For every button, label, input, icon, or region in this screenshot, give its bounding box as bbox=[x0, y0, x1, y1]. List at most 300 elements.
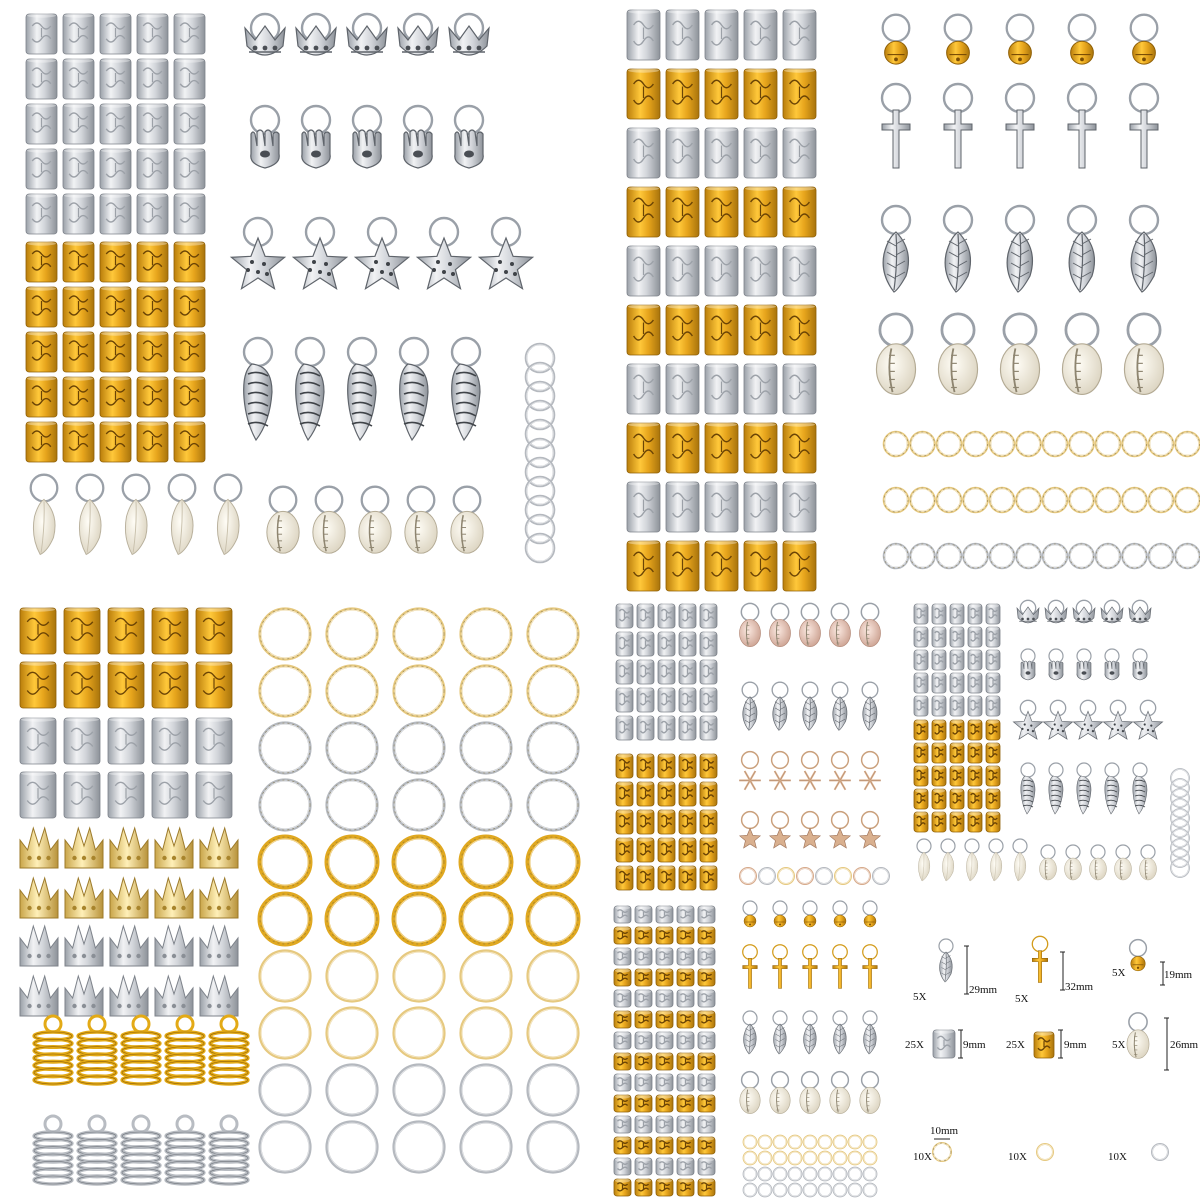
cross-charm bbox=[1068, 84, 1096, 168]
gold-cuff-bead bbox=[705, 540, 738, 591]
pale-jump-ring bbox=[804, 1152, 817, 1165]
silver-cuff-bead bbox=[614, 1073, 631, 1091]
silver-cuff-bead bbox=[968, 672, 982, 693]
quantity-label: 10X bbox=[1008, 1151, 1027, 1163]
shell-charm bbox=[1124, 314, 1163, 395]
silver-cuff-bead bbox=[700, 603, 717, 628]
silver-cuff-bead bbox=[637, 715, 654, 740]
silver-cuff-bead bbox=[196, 717, 232, 764]
gold-cuff-bead bbox=[666, 540, 699, 591]
silver-jump-ring bbox=[1070, 544, 1094, 568]
dimension-label: 9mm bbox=[1064, 1039, 1087, 1051]
silver-jump-ring bbox=[849, 1168, 862, 1181]
silver-cuff-bead bbox=[932, 603, 946, 624]
silver-cuff-bead bbox=[698, 989, 715, 1007]
silver-jump-ring bbox=[1171, 849, 1189, 867]
dimension-label: 32mm bbox=[1065, 981, 1094, 993]
featherleaf-charm bbox=[31, 475, 58, 555]
silver-cuff-bead bbox=[986, 649, 1000, 670]
snowflake-charm bbox=[859, 752, 881, 790]
silver-cuff-bead bbox=[635, 1115, 652, 1133]
cross-charm bbox=[1032, 936, 1047, 982]
silver-cuff-bead bbox=[137, 103, 168, 144]
gold-cuff-bead bbox=[637, 865, 654, 890]
gold-cuff-bead bbox=[744, 422, 777, 473]
gold-spiral-coil bbox=[166, 1016, 204, 1084]
gold-cuff-bead bbox=[196, 661, 232, 708]
crown-charm bbox=[1073, 600, 1095, 623]
pale-jump-ring bbox=[759, 1136, 772, 1149]
featherleaf-charm bbox=[169, 475, 196, 555]
silver-cuff-bead bbox=[616, 631, 633, 656]
silver-cuff-bead bbox=[950, 649, 964, 670]
silver-jump-ring bbox=[816, 868, 832, 884]
gold-cuff-bead bbox=[100, 286, 131, 327]
silver-cuff-bead bbox=[744, 127, 777, 178]
dimension-label: 29mm bbox=[969, 984, 998, 996]
gold-spiral-coil bbox=[210, 1016, 248, 1084]
gold-cuff-bead bbox=[635, 968, 652, 986]
silver-crown-cuff bbox=[200, 976, 238, 1016]
gold-cuff-bead bbox=[658, 837, 675, 862]
pale-jump-ring bbox=[461, 609, 511, 659]
leaf-charm bbox=[1068, 206, 1096, 292]
silver-cuff-bead bbox=[914, 695, 928, 716]
gold-cuff-bead bbox=[679, 865, 696, 890]
gold-cuff-bead bbox=[783, 304, 816, 355]
bell-charm bbox=[1069, 15, 1096, 64]
gold-cuff-bead bbox=[914, 765, 928, 786]
silver-cuff-bead bbox=[108, 717, 144, 764]
pale-jump-ring bbox=[759, 1152, 772, 1165]
silver-jump-ring bbox=[1043, 544, 1067, 568]
silver-crown-cuff bbox=[65, 976, 103, 1016]
pale-jump-ring bbox=[834, 1136, 847, 1149]
pale-jump-ring bbox=[461, 666, 511, 716]
gold-cuff-bead bbox=[666, 68, 699, 119]
silver-jump-ring bbox=[849, 1184, 862, 1197]
pale-jump-ring bbox=[774, 1152, 787, 1165]
gold-cuff-bead bbox=[677, 1094, 694, 1112]
gold-cuff-bead bbox=[174, 331, 205, 372]
crown-charm bbox=[1101, 600, 1123, 623]
gold-cuff-bead bbox=[783, 68, 816, 119]
gold-cuff-bead bbox=[783, 186, 816, 237]
pale-gold-crown-cuff bbox=[200, 878, 238, 918]
pale-jump-ring bbox=[327, 609, 377, 659]
bell-charm bbox=[833, 901, 847, 927]
silver-jump-ring bbox=[260, 723, 310, 773]
pale-jump-ring bbox=[1149, 432, 1173, 456]
silver-cuff-bead bbox=[950, 603, 964, 624]
star-charm bbox=[293, 218, 346, 289]
gold-cuff-bead bbox=[744, 186, 777, 237]
gold-cuff-bead bbox=[635, 1178, 652, 1196]
silver-cuff-bead bbox=[744, 245, 777, 296]
wing-charm bbox=[452, 338, 480, 440]
silver-cuff-bead bbox=[108, 771, 144, 818]
gold-cuff-bead bbox=[1034, 1031, 1054, 1058]
gold-cuff-bead bbox=[677, 968, 694, 986]
silver-cuff-bead bbox=[64, 717, 100, 764]
shell-charm bbox=[405, 487, 437, 554]
gold-cuff-bead bbox=[616, 753, 633, 778]
silver-cuff-bead bbox=[698, 947, 715, 965]
silver-cuff-bead bbox=[700, 659, 717, 684]
silver-jump-ring bbox=[1171, 829, 1189, 847]
gold-cuff-bead bbox=[614, 968, 631, 986]
silver-jump-ring bbox=[864, 1184, 877, 1197]
silver-cuff-bead bbox=[950, 695, 964, 716]
hamsa-charm bbox=[1105, 649, 1119, 680]
gold-cuff-bead bbox=[698, 1052, 715, 1070]
gold-cuff-bead bbox=[614, 1010, 631, 1028]
gold-cuff-bead bbox=[914, 742, 928, 763]
shell-charm bbox=[313, 487, 345, 554]
gold-cuff-bead bbox=[616, 837, 633, 862]
silver-jump-ring bbox=[774, 1168, 787, 1181]
silver-cuff-bead bbox=[658, 603, 675, 628]
silver-cuff-bead bbox=[635, 1073, 652, 1091]
silver-jump-ring bbox=[260, 1065, 310, 1115]
wing-charm bbox=[244, 338, 272, 440]
silver-jump-ring bbox=[528, 1122, 578, 1172]
pale-gold-crown-cuff bbox=[20, 878, 58, 918]
hamsa-charm bbox=[1133, 649, 1147, 680]
gold-cuff-bead bbox=[63, 331, 94, 372]
gold-cuff-bead bbox=[656, 1094, 673, 1112]
shell-charm bbox=[830, 1072, 850, 1114]
dimension-bracket bbox=[1164, 1018, 1169, 1070]
shell-charm bbox=[359, 487, 391, 554]
pale-jump-ring bbox=[774, 1136, 787, 1149]
silver-cuff-bead bbox=[744, 481, 777, 532]
silver-cuff-bead bbox=[658, 687, 675, 712]
rose-jump-ring bbox=[740, 868, 756, 884]
pale-jump-ring bbox=[778, 868, 794, 884]
leaf-charm bbox=[832, 682, 848, 730]
quantity-label: 5X bbox=[1015, 993, 1029, 1005]
silver-cuff-bead bbox=[616, 687, 633, 712]
pale-jump-ring bbox=[789, 1152, 802, 1165]
rosestar-charm bbox=[830, 812, 851, 848]
silver-jump-ring bbox=[461, 723, 511, 773]
bell-charm bbox=[1131, 15, 1158, 64]
gold-cuff-bead bbox=[637, 753, 654, 778]
silver-jump-ring bbox=[1171, 799, 1189, 817]
gold-cuff-bead bbox=[783, 540, 816, 591]
silver-cuff-bead bbox=[932, 695, 946, 716]
star-charm bbox=[1133, 700, 1162, 739]
gold-jump-ring bbox=[528, 894, 578, 944]
pale-jump-ring bbox=[789, 1136, 802, 1149]
silver-cuff-bead bbox=[950, 626, 964, 647]
silver-cuff-bead bbox=[914, 603, 928, 624]
pale-gold-crown-cuff bbox=[155, 828, 193, 868]
gold-cuff-bead bbox=[616, 781, 633, 806]
cross-charm bbox=[773, 945, 788, 989]
pale-jump-ring bbox=[394, 666, 444, 716]
silver-cuff-bead bbox=[914, 626, 928, 647]
leaf-charm bbox=[833, 1011, 847, 1054]
gold-cuff-bead bbox=[968, 719, 982, 740]
silver-jump-ring bbox=[834, 1184, 847, 1197]
silver-cuff-bead bbox=[968, 649, 982, 670]
gold-cuff-bead bbox=[174, 286, 205, 327]
bell-charm bbox=[1007, 15, 1034, 64]
silver-jump-ring bbox=[744, 1184, 757, 1197]
silver-cuff-bead bbox=[700, 631, 717, 656]
pale-jump-ring bbox=[964, 432, 988, 456]
silver-jump-ring bbox=[804, 1184, 817, 1197]
pale-jump-ring bbox=[1043, 488, 1067, 512]
silver-cuff-bead bbox=[63, 148, 94, 189]
leaf-charm bbox=[773, 1011, 787, 1054]
gold-cuff-bead bbox=[100, 376, 131, 417]
silver-jump-ring bbox=[327, 780, 377, 830]
gold-cuff-bead bbox=[679, 781, 696, 806]
wing-charm bbox=[1021, 763, 1035, 814]
pale-jump-ring bbox=[884, 432, 908, 456]
cross-charm bbox=[944, 84, 972, 168]
silver-cuff-bead bbox=[658, 715, 675, 740]
quantity-label: 5X bbox=[1112, 967, 1126, 979]
leaf-charm bbox=[742, 682, 758, 730]
crown-charm bbox=[449, 14, 489, 55]
silver-cuff-bead bbox=[174, 193, 205, 234]
wing-charm bbox=[296, 338, 324, 440]
star-charm bbox=[1103, 700, 1132, 739]
silver-cuff-bead bbox=[677, 1031, 694, 1049]
gold-cuff-bead bbox=[614, 926, 631, 944]
gold-cuff-bead bbox=[700, 809, 717, 834]
shell-charm bbox=[876, 314, 915, 395]
pale-gold-crown-cuff bbox=[65, 828, 103, 868]
gold-cuff-bead bbox=[635, 1010, 652, 1028]
gold-cuff-bead bbox=[137, 286, 168, 327]
gold-cuff-bead bbox=[658, 865, 675, 890]
pale-jump-ring bbox=[933, 1143, 951, 1161]
silver-cuff-bead bbox=[26, 58, 57, 99]
gold-cuff-bead bbox=[783, 422, 816, 473]
silver-jump-ring bbox=[964, 544, 988, 568]
gold-cuff-bead bbox=[677, 1052, 694, 1070]
bell-charm bbox=[803, 901, 817, 927]
gold-cuff-bead bbox=[932, 719, 946, 740]
cross-charm bbox=[833, 945, 848, 989]
rose-jump-ring bbox=[797, 868, 813, 884]
pale-jump-ring bbox=[327, 1008, 377, 1058]
cross-charm bbox=[743, 945, 758, 989]
silver-crown-cuff bbox=[20, 926, 58, 966]
silver-jump-ring bbox=[1176, 544, 1200, 568]
silver-jump-ring bbox=[804, 1168, 817, 1181]
pale-jump-ring bbox=[819, 1136, 832, 1149]
snowflake-charm bbox=[799, 752, 821, 790]
pinkshell-charm bbox=[739, 603, 760, 646]
leaf-charm bbox=[803, 1011, 817, 1054]
silver-cuff-bead bbox=[666, 363, 699, 414]
silver-crown-cuff bbox=[155, 976, 193, 1016]
leaf-charm bbox=[862, 682, 878, 730]
silver-jump-ring bbox=[260, 1122, 310, 1172]
pale-jump-ring bbox=[964, 488, 988, 512]
gold-cuff-bead bbox=[705, 186, 738, 237]
quantity-label: 25X bbox=[905, 1039, 924, 1051]
gold-cuff-bead bbox=[108, 661, 144, 708]
pale-jump-ring bbox=[1070, 488, 1094, 512]
silver-cuff-bead bbox=[679, 659, 696, 684]
pale-jump-ring bbox=[260, 666, 310, 716]
silver-cuff-bead bbox=[637, 631, 654, 656]
gold-cuff-bead bbox=[679, 753, 696, 778]
hamsa-charm bbox=[1021, 649, 1035, 680]
gold-cuff-bead bbox=[700, 865, 717, 890]
bell-charm bbox=[773, 901, 787, 927]
gold-cuff-bead bbox=[108, 607, 144, 654]
gold-cuff-bead bbox=[100, 421, 131, 462]
silver-cuff-bead bbox=[637, 659, 654, 684]
shell-charm bbox=[800, 1072, 820, 1114]
silver-cuff-bead bbox=[666, 245, 699, 296]
silver-jump-ring bbox=[884, 544, 908, 568]
gold-jump-ring bbox=[394, 894, 444, 944]
pale-jump-ring bbox=[937, 488, 961, 512]
dimension-label: 9mm bbox=[963, 1039, 986, 1051]
crown-charm bbox=[245, 14, 285, 55]
gold-cuff-bead bbox=[656, 1136, 673, 1154]
gold-cuff-bead bbox=[627, 540, 660, 591]
silver-jump-ring bbox=[744, 1168, 757, 1181]
pale-jump-ring bbox=[260, 609, 310, 659]
pinkshell-charm bbox=[769, 603, 790, 646]
silver-cuff-bead bbox=[666, 127, 699, 178]
gold-cuff-bead bbox=[677, 1136, 694, 1154]
gold-cuff-bead bbox=[635, 1094, 652, 1112]
silver-cuff-bead bbox=[616, 603, 633, 628]
silver-cuff-bead bbox=[658, 631, 675, 656]
gold-cuff-bead bbox=[100, 331, 131, 372]
gold-cuff-bead bbox=[26, 421, 57, 462]
quantity-label: 10X bbox=[913, 1151, 932, 1163]
gold-cuff-bead bbox=[614, 1052, 631, 1070]
silver-cuff-bead bbox=[744, 363, 777, 414]
silver-cuff-bead bbox=[986, 603, 1000, 624]
silver-cuff-bead bbox=[174, 13, 205, 54]
gold-cuff-bead bbox=[932, 765, 946, 786]
silver-cuff-bead bbox=[614, 905, 631, 923]
silver-cuff-bead bbox=[679, 687, 696, 712]
pale-jump-ring bbox=[1037, 1144, 1053, 1160]
pale-gold-crown-cuff bbox=[110, 878, 148, 918]
silver-cuff-bead bbox=[744, 9, 777, 60]
pale-jump-ring bbox=[884, 488, 908, 512]
silver-jump-ring bbox=[528, 1065, 578, 1115]
silver-cuff-bead bbox=[677, 1115, 694, 1133]
gold-cuff-bead bbox=[968, 811, 982, 832]
gold-cuff-bead bbox=[152, 607, 188, 654]
silver-cuff-bead bbox=[137, 58, 168, 99]
pale-jump-ring bbox=[835, 868, 851, 884]
wing-charm bbox=[1077, 763, 1091, 814]
gold-cuff-bead bbox=[698, 1094, 715, 1112]
gold-cuff-bead bbox=[950, 811, 964, 832]
bell-charm bbox=[883, 15, 910, 64]
silver-cuff-bead bbox=[677, 989, 694, 1007]
pale-jump-ring bbox=[394, 609, 444, 659]
gold-cuff-bead bbox=[968, 742, 982, 763]
rosestar-charm bbox=[860, 812, 881, 848]
silver-cuff-bead bbox=[63, 193, 94, 234]
silver-cuff-bead bbox=[614, 947, 631, 965]
silver-jump-ring bbox=[990, 544, 1014, 568]
silver-jump-ring bbox=[327, 1122, 377, 1172]
silver-cuff-bead bbox=[783, 9, 816, 60]
gold-cuff-bead bbox=[914, 811, 928, 832]
featherleaf-charm bbox=[123, 475, 150, 555]
gold-cuff-bead bbox=[932, 811, 946, 832]
silver-jump-ring bbox=[260, 780, 310, 830]
gold-cuff-bead bbox=[950, 765, 964, 786]
silver-cuff-bead bbox=[656, 1157, 673, 1175]
gold-cuff-bead bbox=[20, 661, 56, 708]
shell-charm bbox=[1115, 845, 1132, 880]
wing-charm bbox=[1105, 763, 1119, 814]
gold-jump-ring bbox=[327, 837, 377, 887]
gold-cuff-bead bbox=[677, 1010, 694, 1028]
featherleaf-charm bbox=[965, 839, 979, 881]
cross-charm bbox=[882, 84, 910, 168]
silver-cuff-bead bbox=[705, 9, 738, 60]
pale-gold-crown-cuff bbox=[65, 878, 103, 918]
silver-cuff-bead bbox=[656, 989, 673, 1007]
pale-jump-ring bbox=[461, 1008, 511, 1058]
silver-jump-ring bbox=[461, 780, 511, 830]
silver-jump-ring bbox=[327, 1065, 377, 1115]
silver-cuff-bead bbox=[698, 1031, 715, 1049]
silver-cuff-bead bbox=[152, 771, 188, 818]
silver-cuff-bead bbox=[705, 481, 738, 532]
silver-cuff-bead bbox=[783, 127, 816, 178]
gold-cuff-bead bbox=[914, 719, 928, 740]
rosestar-charm bbox=[800, 812, 821, 848]
pale-jump-ring bbox=[461, 951, 511, 1001]
silver-cuff-bead bbox=[679, 715, 696, 740]
gold-cuff-bead bbox=[700, 837, 717, 862]
silver-jump-ring bbox=[528, 723, 578, 773]
gold-jump-ring bbox=[461, 837, 511, 887]
gold-cuff-bead bbox=[137, 376, 168, 417]
silver-cuff-bead bbox=[656, 947, 673, 965]
silver-cuff-bead bbox=[986, 695, 1000, 716]
shell-charm bbox=[1040, 845, 1057, 880]
leaf-charm bbox=[1006, 206, 1034, 292]
silver-cuff-bead bbox=[968, 695, 982, 716]
pale-jump-ring bbox=[744, 1136, 757, 1149]
gold-cuff-bead bbox=[914, 788, 928, 809]
gold-cuff-bead bbox=[100, 241, 131, 282]
shell-charm bbox=[267, 487, 299, 554]
gold-cuff-bead bbox=[614, 1178, 631, 1196]
wing-charm bbox=[1049, 763, 1063, 814]
silver-cuff-bead bbox=[635, 1157, 652, 1175]
silver-cuff-bead bbox=[635, 947, 652, 965]
snowflake-charm bbox=[769, 752, 791, 790]
shell-charm bbox=[451, 487, 483, 554]
silver-cuff-bead bbox=[656, 905, 673, 923]
silver-jump-ring bbox=[1171, 789, 1189, 807]
silver-jump-ring bbox=[528, 780, 578, 830]
